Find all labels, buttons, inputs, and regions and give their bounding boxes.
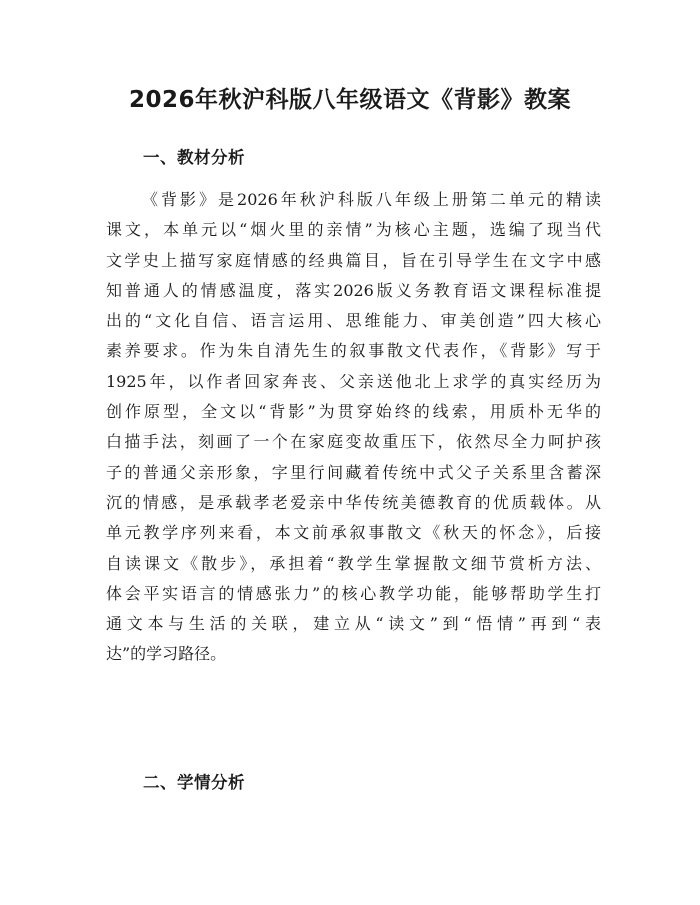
paragraph-line: 素养要求。作为朱自清先生的叙事散文代表作，《背影》写于: [106, 341, 601, 361]
paragraph-line: 《背影》是2026年秋沪科版八年级上册第二单元的精读: [142, 190, 601, 209]
paragraph-line: 创作原型，全文以“背影”为贯穿始终的线索，用质朴无华的: [106, 402, 601, 422]
section-heading-student-analysis: 二、学情分析: [143, 773, 245, 792]
paragraph-line: 文学史上描写家庭情感的经典篇目，旨在引导学生在文字中感: [106, 250, 601, 270]
paragraph-line: 单元教学序列来看，本文前承叙事散文《秋天的怀念》，后接: [106, 523, 601, 543]
paragraph-line: 通文本与生活的关联，建立从“读文”到“悟情”再到“表: [106, 614, 601, 634]
paragraph-line: 达”的学习路径。: [106, 644, 227, 664]
paragraph-line: 自读课文《散步》，承担着“教学生掌握散文细节赏析方法、: [106, 553, 601, 573]
paragraph-line: 1925年，以作者回家奔丧、父亲送他北上求学的真实经历为: [106, 371, 601, 391]
document-title: 2026年秋沪科版八年级语文《背影》教案: [128, 87, 571, 113]
paragraph-line: 出的“文化自信、语言运用、思维能力、审美创造”四大核心: [106, 311, 601, 331]
paragraph-line: 沉的情感，是承载孝老爱亲中华传统美德教育的优质载体。从: [106, 492, 601, 512]
paragraph-line: 体会平实语言的情感张力”的核心教学功能，能够帮助学生打: [106, 583, 601, 603]
section-paragraph-textbook-analysis: [106, 185, 601, 670]
paragraph-line: 知普通人的情感温度，落实2026版义务教育语文课程标准提: [106, 280, 601, 300]
paragraph-line: 课文，本单元以“烟火里的亲情”为核心主题，选编了现当代: [106, 220, 601, 240]
paragraph-line: 子的普通父亲形象，字里行间藏着传统中式父子关系里含蓄深: [106, 462, 601, 482]
paragraph-line: 白描手法，刻画了一个在家庭变故重压下，依然尽全力呵护孩: [106, 432, 601, 452]
section-heading-textbook-analysis: 一、教材分析: [143, 148, 245, 167]
